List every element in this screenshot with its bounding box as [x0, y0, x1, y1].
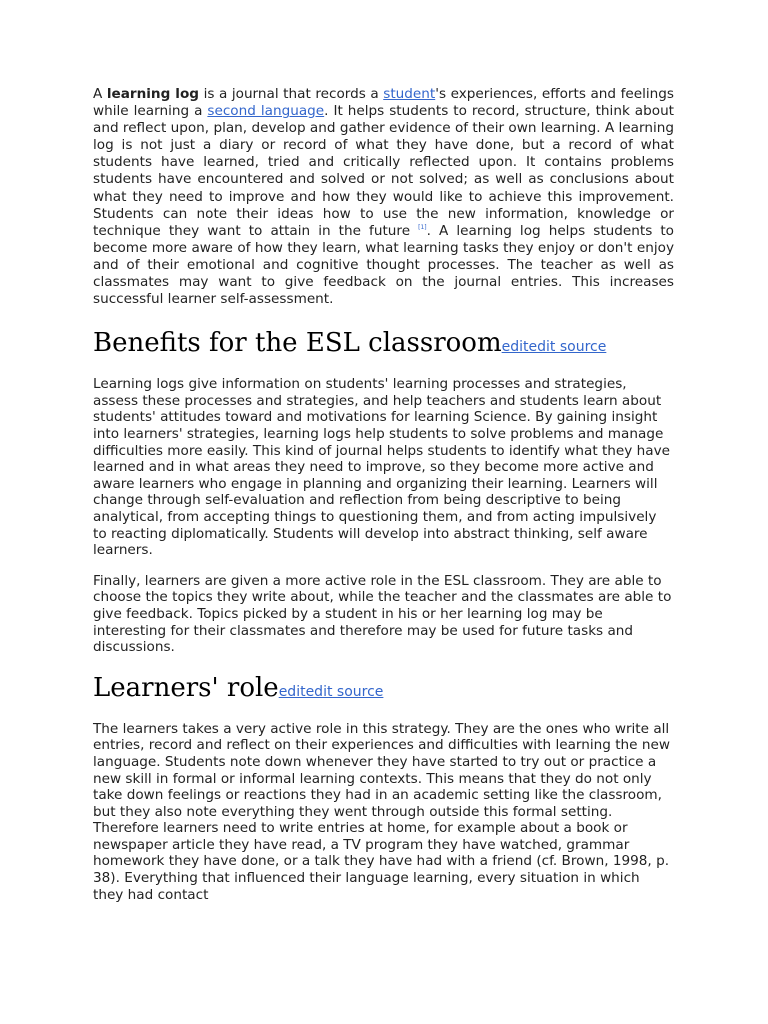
learners-role-paragraph: The learners takes a very active role in this strategy. They are the ones who write all entries, record and reflect on their experiences and difficulties with learning the new language. Students note down whenever they have started to try out or practice a new skill in formal or informal learning contexts. This means that they do not only take down feelings or reactions they had in an academic setting like the classroom, but they also note everything they went through outside this formal setting. Therefore learners need to write entries at home, for example about a book or newspaper article they have read, a TV program they have watched, grammar homework they have done, or a talk they have had with a friend (cf. Brown, 1998, p. 38). Everything that influenced their language learning, every situation in which they had contact: [93, 720, 670, 903]
benefits-heading: [93, 328, 674, 362]
learning-log-term: learning log: [106, 86, 200, 102]
learners-role-edit-link[interactable]: editedit source: [278, 683, 384, 700]
benefits-paragraph-2: Finally, learners are given a more active role in the ESL classroom. They are able to choose the topics they write about, while the teacher and the classmates are able to give feedback. Topics picked by a student in his or her learning log may be interesting for their classmates and therefore may be used for future tasks and discussions.: [93, 572, 672, 656]
benefits-heading-text: Benefits for the ESL classroom: [93, 328, 502, 359]
intro-prefix: A: [93, 86, 107, 102]
second-language-link[interactable]: second language: [207, 103, 325, 120]
intro-paragraph: [93, 86, 674, 308]
reference-1-link[interactable]: [1]: [418, 223, 427, 231]
benefits-edit-link[interactable]: editedit source: [501, 339, 607, 356]
learners-role-heading: [93, 673, 674, 707]
student-link[interactable]: student: [383, 86, 436, 102]
learners-role-heading-text: Learners' role: [93, 672, 279, 703]
article-body: [93, 86, 674, 903]
intro-text-1: is a journal that records a: [199, 86, 384, 102]
intro-text-2: 's experiences, efforts and feelings while learning a: [93, 86, 674, 120]
benefits-paragraph-1: Learning logs give information on students' learning processes and strategies, assess these processes and strategies, and help teachers and students learn about students' attitudes toward and motivations for learning Science. By gaining insight into learners' strategies, learning logs help students to solve problems and manage difficulties more easily. This kind of journal helps students to identify what they have learned and in what areas they need to improve, so they become more active and aware learners who engage in planning and organizing their learning. Learners will change through self-evaluation and reflection from being descriptive to being analytical, from accepting things to questioning them, and from acting impulsively to reacting diplomatically. Students will develop into abstract thinking, self aware learners.: [93, 376, 671, 559]
intro-text-3: . It helps students to record, structure, think about and reflect upon, plan, develop and gather evidence of their own learning. A learning log is not just a diary or record of what they have done, but a record of what students have learned, tried and critically reflected upon. It contains problems students have encountered and solved or not solved; as well as conclusions about what they need to improve and how they would like to achieve this improvement. Students can note their ideas how to use the new information, knowledge or technique they want to attain in the future: [93, 103, 675, 239]
intro-text-4: . A learning log helps students to become more aware of how they learn, what learning tasks they enjoy or don't enjoy and of their emotional and cognitive thought processes. The teacher as well as classmates may want to give feedback on the journal entries. This increases successful learner self-assessment.: [93, 222, 675, 308]
